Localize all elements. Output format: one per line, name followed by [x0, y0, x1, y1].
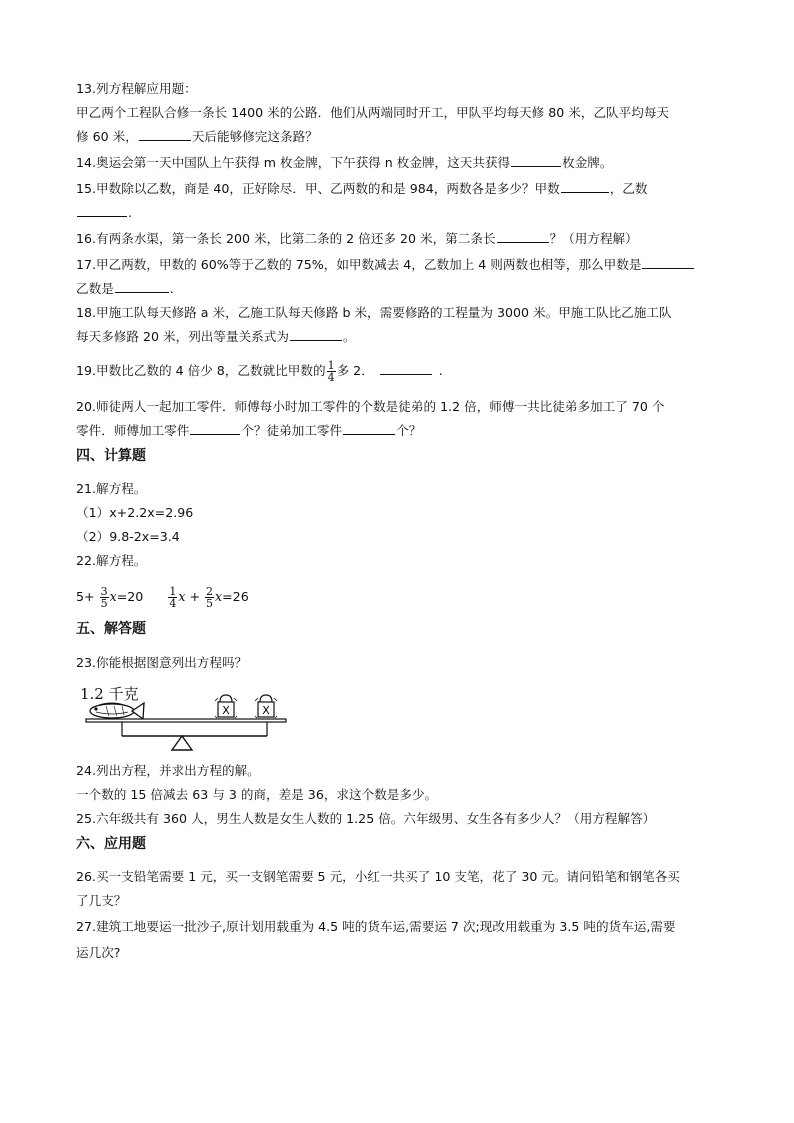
q22-eq2-var2: x	[215, 589, 223, 604]
q22-eq1-rhs: =20	[116, 589, 144, 604]
weight-x-icon	[215, 695, 237, 718]
q19-fraction	[327, 360, 336, 383]
scale-fulcrum	[172, 736, 192, 750]
q20-text-a: 零件．师傅加工零件	[76, 423, 190, 438]
fish-icon	[90, 703, 144, 719]
q18-line1: 18.甲施工队每天修路 a 米，乙施工队每天修路 b 米，需要修路的工程量为 3000 米。甲施工队比乙施工队	[76, 305, 672, 320]
q22-eq2-den2: 5	[206, 597, 214, 610]
q15-text-b: ，乙数	[609, 181, 648, 196]
q26-line2: 了几支？	[76, 893, 127, 908]
q24-text: 一个数的 15 倍减去 63 与 3 的商，差是 36，求这个数是多少。	[76, 787, 438, 802]
q19-frac-num: 1	[327, 359, 335, 372]
q18-line2	[76, 328, 726, 346]
q14-text-b: 枚金牌。	[562, 155, 613, 170]
q16-answer-blank[interactable]	[497, 230, 549, 243]
q18-text-b: 。	[342, 329, 356, 344]
q22-eq2-fraction2	[205, 586, 214, 609]
q15-blank-jia[interactable]	[561, 180, 609, 193]
q17-text-b: 乙数是	[76, 281, 114, 296]
q19-text-b: 多 2．	[336, 363, 374, 378]
q19-line	[76, 360, 726, 383]
q13-text-a: 修 60 米，	[76, 129, 138, 144]
q13-title: 13.列方程解应用题：	[76, 81, 197, 96]
q15-line2	[76, 204, 726, 222]
q22-eq2	[167, 585, 249, 610]
q19-frac-den: 4	[327, 371, 335, 384]
q17-text-a: 17.甲乙两数，甲数的 60%等于乙数的 75%，如甲数减去 4，乙数加上 4 则两数也相等，那么甲数是	[76, 257, 642, 272]
section-5-heading: 五、解答题	[76, 621, 146, 637]
balance-scale-illustration	[84, 692, 290, 754]
q17-line1	[76, 256, 726, 274]
scale-beam	[86, 719, 286, 722]
q15-blank-yi[interactable]	[77, 204, 127, 217]
q13-line2	[76, 128, 726, 146]
section-6-heading: 六、应用题	[76, 836, 146, 852]
q16-line	[76, 230, 726, 248]
q17-blank-yi[interactable]	[115, 280, 169, 293]
q27-line2: 运几次?	[76, 945, 121, 960]
q22-eq1-fraction	[100, 586, 109, 609]
q21-title: 21.解方程。	[76, 481, 147, 496]
q13-answer-blank[interactable]	[139, 128, 191, 141]
q20-line1: 20.师徒两人一起加工零件．师傅每小时加工零件的个数是徒弟的 1.2 倍，师傅一共比徒弟多加工了 70 个	[76, 399, 665, 414]
q17-line2	[76, 280, 726, 298]
q14-answer-blank[interactable]	[511, 154, 561, 167]
q16-text-a: 16.有两条水渠，第一条长 200 米，比第二条的 2 倍还多 20 米，第二条长	[76, 231, 496, 246]
q22-title: 22.解方程。	[76, 553, 147, 568]
q25-text: 25.六年级共有 360 人，男生人数是女生人数的 1.25 倍。六年级男、女生各有多少人？（用方程解答）	[76, 811, 656, 826]
q15-text-c: .	[128, 205, 133, 220]
q17-blank-jia[interactable]	[642, 256, 694, 269]
q19-text-a: 19.甲数比乙数的 4 倍少 8，乙数就比甲数的	[76, 363, 326, 378]
q13-line1: 甲乙两个工程队合修一条长 1400 米的公路．他们从两端同时开工，甲队平均每天修 80 米，乙队平均每天	[76, 105, 670, 120]
q22-eq2-num2: 2	[206, 585, 214, 598]
q22-eq2-var1: x	[178, 589, 186, 604]
q20-text-c: 个？	[396, 423, 422, 438]
q22-eq1-den: 5	[100, 597, 108, 610]
q22-eq2-den1: 4	[169, 597, 177, 610]
q19-answer-blank[interactable]	[380, 362, 432, 375]
q21-part2: （2）9.8-2x=3.4	[76, 529, 180, 544]
section-4-heading: 四、计算题	[76, 448, 146, 464]
q20-line2	[76, 422, 726, 440]
q21-part1: （1）x+2.2x=2.96	[76, 505, 194, 520]
q23-title: 23.你能根据图意列出方程吗？	[76, 655, 248, 670]
weight-x-label-2: X	[262, 704, 270, 717]
q22-eq1	[76, 585, 144, 610]
weight-x-label-1: X	[222, 704, 230, 717]
q18-answer-blank[interactable]	[290, 328, 342, 341]
q22-eq2-fraction1	[168, 586, 177, 609]
q15-line1	[76, 180, 726, 198]
q13-text-b: 天后能够修完这条路？	[191, 129, 318, 144]
q22-equations	[76, 584, 726, 610]
weight-x-icon	[255, 695, 277, 718]
q16-text-b: ？（用方程解）	[549, 231, 638, 246]
q18-text-a: 每天多修路 20 米，列出等量关系式为	[76, 329, 289, 344]
q22-eq1-num: 3	[100, 585, 108, 598]
q14-line	[76, 154, 726, 172]
q19-text-c: .	[438, 363, 443, 378]
q15-text-a: 15.甲数除以乙数，商是 40，正好除尽．甲、乙两数的和是 984，两数各是多少？甲数	[76, 181, 560, 196]
q14-text-a: 14.奥运会第一天中国队上午获得 m 枚金牌，下午获得 n 枚金牌，这天共获得	[76, 155, 511, 170]
q20-blank-master[interactable]	[190, 422, 240, 435]
q24-title: 24.列出方程，并求出方程的解。	[76, 763, 260, 778]
q22-eq2-num1: 1	[169, 585, 177, 598]
q27-line1: 27.建筑工地要运一批沙子,原计划用载重为 4.5 吨的货车运,需要运 7 次;现改用载重为 3.5 吨的货车运,需要	[76, 919, 676, 934]
q20-blank-apprentice[interactable]	[343, 422, 395, 435]
q26-line1: 26.买一支铅笔需要 1 元，买一支钢笔需要 5 元，小红一共买了 10 支笔，花了 30 元。请问铅笔和钢笔各买	[76, 869, 680, 884]
q22-eq1-var: x	[109, 589, 117, 604]
q22-eq2-rhs: =26	[222, 589, 249, 604]
q22-eq2-plus: +	[189, 589, 200, 604]
q20-text-b: 个？徒弟加工零件	[241, 423, 343, 438]
q22-eq1-prefix: 5+	[76, 589, 95, 604]
q23-weight-label: 1.2 千克	[80, 685, 139, 703]
q17-text-c: .	[169, 281, 174, 296]
